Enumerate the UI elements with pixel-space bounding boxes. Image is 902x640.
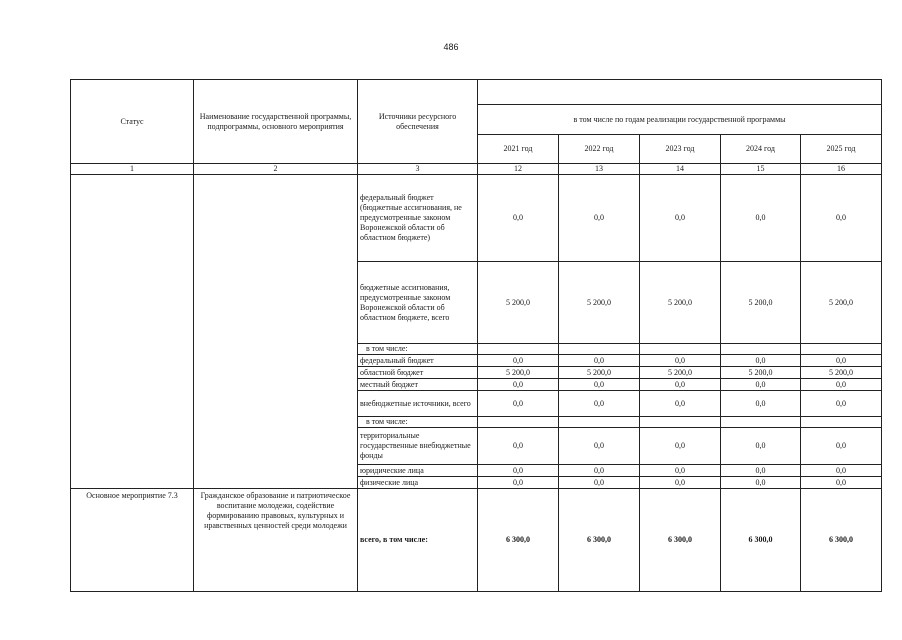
source-label: федеральный бюджет — [358, 355, 478, 367]
value-cell — [478, 417, 559, 428]
value-cell: 0,0 — [478, 391, 559, 417]
value-cell: 0,0 — [721, 175, 801, 262]
value-cell — [559, 344, 640, 355]
source-label: территориальные государственные внебюджетные фонды — [358, 428, 478, 465]
value-cell: 0,0 — [801, 428, 882, 465]
value-cell: 0,0 — [559, 391, 640, 417]
value-cell: 0,0 — [721, 428, 801, 465]
source-label: федеральный бюджет (бюджетные ассигнования, не предусмотренные законом Воронежской области об областном бюджете) — [358, 175, 478, 262]
value-cell — [478, 344, 559, 355]
value-cell: 0,0 — [640, 465, 721, 477]
value-cell: 5 200,0 — [559, 367, 640, 379]
measure-value-cell: 6 300,0 — [721, 489, 801, 592]
col-number: 1 — [71, 164, 194, 175]
col-number: 12 — [478, 164, 559, 175]
measure-name: Гражданское образование и патриотическое воспитание молодежи, содействие формированию правовых, культурных и нравственных ценностей среди молодежи — [194, 489, 358, 592]
value-cell: 0,0 — [478, 355, 559, 367]
value-cell: 0,0 — [640, 355, 721, 367]
value-cell: 0,0 — [721, 355, 801, 367]
value-cell — [640, 417, 721, 428]
value-cell: 0,0 — [801, 477, 882, 489]
value-cell: 0,0 — [478, 175, 559, 262]
value-cell: 0,0 — [478, 379, 559, 391]
measure-value-cell: 6 300,0 — [801, 489, 882, 592]
measure-value-cell: 6 300,0 — [478, 489, 559, 592]
header-by-years: в том числе по годам реализации государственной программы — [478, 105, 882, 135]
header-status: Статус — [71, 80, 194, 164]
col-number: 13 — [559, 164, 640, 175]
column-number-row — [71, 164, 882, 175]
value-cell: 0,0 — [640, 428, 721, 465]
name-cell-empty — [194, 175, 358, 489]
value-cell — [640, 344, 721, 355]
col-number: 14 — [640, 164, 721, 175]
source-label: местный бюджет — [358, 379, 478, 391]
value-cell: 0,0 — [721, 379, 801, 391]
value-cell: 0,0 — [640, 391, 721, 417]
value-cell: 0,0 — [478, 465, 559, 477]
value-cell: 5 200,0 — [478, 367, 559, 379]
value-cell: 0,0 — [478, 428, 559, 465]
source-label: областной бюджет — [358, 367, 478, 379]
measure-row — [71, 489, 882, 592]
value-cell — [721, 417, 801, 428]
value-cell: 0,0 — [559, 428, 640, 465]
value-cell — [801, 417, 882, 428]
source-label: в том числе: — [358, 344, 478, 355]
value-cell: 5 200,0 — [640, 367, 721, 379]
source-label: внебюджетные источники, всего — [358, 391, 478, 417]
value-cell: 0,0 — [801, 391, 882, 417]
value-cell: 0,0 — [640, 175, 721, 262]
source-label: бюджетные ассигнования, предусмотренные законом Воронежской области об областном бюджете, всего — [358, 262, 478, 344]
value-cell: 0,0 — [801, 465, 882, 477]
page-number: 486 — [443, 42, 459, 52]
measure-source-label: всего, в том числе: — [358, 489, 478, 592]
measure-status: Основное мероприятие 7.3 — [71, 489, 194, 592]
source-label: юридические лица — [358, 465, 478, 477]
col-number: 15 — [721, 164, 801, 175]
source-label: в том числе: — [358, 417, 478, 428]
header-sources: Источники ресурсного обеспечения — [358, 80, 478, 164]
value-cell: 0,0 — [478, 477, 559, 489]
value-cell: 0,0 — [559, 477, 640, 489]
table-row — [71, 175, 882, 262]
value-cell: 5 200,0 — [721, 262, 801, 344]
col-number: 2 — [194, 164, 358, 175]
year-header: 2022 год — [559, 135, 640, 164]
year-header: 2021 год — [478, 135, 559, 164]
header-blank-cell — [478, 80, 882, 105]
value-cell: 0,0 — [640, 379, 721, 391]
value-cell: 0,0 — [559, 175, 640, 262]
value-cell: 5 200,0 — [801, 367, 882, 379]
value-cell: 0,0 — [721, 391, 801, 417]
year-header: 2024 год — [721, 135, 801, 164]
header-row-top — [71, 80, 882, 105]
value-cell: 0,0 — [801, 355, 882, 367]
value-cell — [559, 417, 640, 428]
value-cell: 0,0 — [801, 175, 882, 262]
measure-value-cell: 6 300,0 — [640, 489, 721, 592]
status-cell-empty — [71, 175, 194, 489]
value-cell: 5 200,0 — [478, 262, 559, 344]
value-cell: 0,0 — [559, 465, 640, 477]
value-cell — [801, 344, 882, 355]
value-cell: 0,0 — [721, 465, 801, 477]
value-cell: 0,0 — [721, 477, 801, 489]
value-cell: 0,0 — [640, 477, 721, 489]
value-cell: 0,0 — [559, 379, 640, 391]
value-cell: 5 200,0 — [640, 262, 721, 344]
year-header: 2025 год — [801, 135, 882, 164]
header-name: Наименование государственной программы, подпрограммы, основного мероприятия — [194, 80, 358, 164]
value-cell: 5 200,0 — [721, 367, 801, 379]
value-cell: 0,0 — [801, 379, 882, 391]
value-cell: 5 200,0 — [801, 262, 882, 344]
year-header: 2023 год — [640, 135, 721, 164]
source-label: физические лица — [358, 477, 478, 489]
value-cell: 5 200,0 — [559, 262, 640, 344]
col-number: 16 — [801, 164, 882, 175]
col-number: 3 — [358, 164, 478, 175]
value-cell: 0,0 — [559, 355, 640, 367]
value-cell — [721, 344, 801, 355]
measure-value-cell: 6 300,0 — [559, 489, 640, 592]
budget-table — [70, 79, 882, 592]
